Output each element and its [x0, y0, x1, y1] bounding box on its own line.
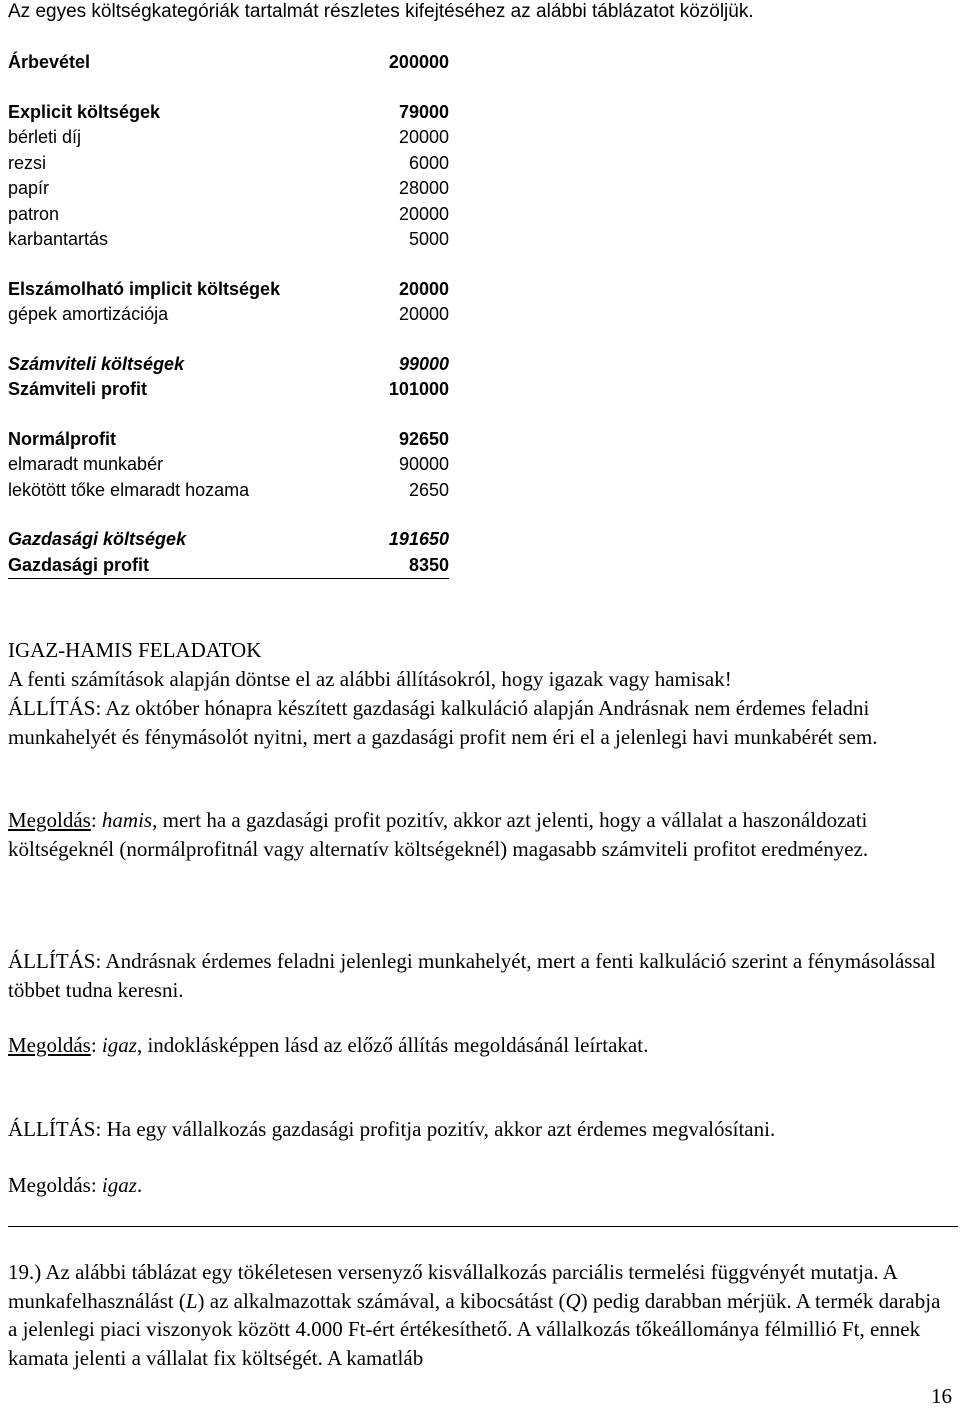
row-label: Elszámolható implicit költségek — [8, 278, 281, 299]
solution-label: Megoldás — [8, 1033, 91, 1057]
solution-answer: igaz — [101, 1033, 137, 1057]
table-row — [8, 227, 449, 253]
row-label: Árbevétel — [8, 52, 91, 72]
solution-3: Megoldás: igaz. — [8, 1173, 143, 1197]
table-row — [8, 452, 449, 478]
row-value: 5000 — [408, 229, 449, 249]
row-label: Számviteli profit — [8, 379, 148, 399]
table-row — [8, 151, 449, 177]
statement-label: ÁLLÍTÁS: — [8, 1117, 102, 1141]
statement-1 — [8, 694, 948, 751]
table-row — [8, 553, 449, 579]
problem-text-part: ) pedig darabban mérjük. A termék darabja a jelenlegi piaci viszonyok között 4.000 Ft-ért értékesíthető. A vállalkozás tőkeállománya félmillió Ft, ennek kamata jelenti a vállalat fix költségét. A kamatláb — [8, 1288, 941, 1370]
solution-explanation: . — [136, 1173, 143, 1197]
statement-text: Ha egy vállalkozás gazdasági profitja pozitív, akkor azt érdemes megvalósítani. — [101, 1117, 776, 1141]
labor-symbol: L — [185, 1288, 198, 1313]
output-symbol: Q — [565, 1288, 581, 1313]
row-value: 28000 — [398, 178, 449, 198]
section-divider — [8, 1226, 958, 1227]
row-value: 99000 — [398, 353, 449, 374]
problem-19-text — [8, 1258, 948, 1372]
page-number: 16 — [931, 1384, 952, 1408]
statement-text: Az október hónapra készített gazdasági kalkuláció alapján Andrásnak nem érdemes feladni munkahelyét és fénymásolót nyitni, mert a gazdasági profit nem éri el a jelenlegi havi munkabérét sem. — [8, 696, 878, 749]
row-label: Explicit költségek — [8, 101, 161, 122]
row-value: 200000 — [388, 52, 449, 72]
row-label: Számviteli költségek — [8, 353, 185, 374]
row-value: 79000 — [398, 101, 449, 122]
statement-3 — [8, 1115, 948, 1144]
row-value: 8350 — [369, 553, 449, 579]
row-value: 92650 — [398, 428, 449, 449]
row-label: Gazdasági költségek — [8, 529, 187, 549]
table-row — [8, 427, 449, 453]
tf-instruction: A fenti számítások alapján döntse el az alábbi állításokról, hogy igazak vagy hamisak! — [8, 667, 732, 691]
table-row — [8, 377, 449, 403]
table-row — [8, 302, 449, 328]
row-label: papír — [8, 178, 50, 198]
table-row — [8, 277, 449, 303]
table-row — [8, 527, 449, 553]
table-row — [8, 352, 449, 378]
row-label: patron — [8, 203, 60, 224]
table-row — [8, 100, 449, 126]
solution-explanation: , indoklásképpen lásd az előző állítás megoldásánál leírtakat. — [136, 1033, 649, 1057]
solution-explanation: , mert ha a gazdasági profit pozitív, akkor azt jelenti, hogy a vállalat a haszonáldozati költségeknél (normálprofitnál vagy alternatív költségeknél) magasabb számviteli profitot eredményez. — [8, 808, 869, 861]
row-label: elmaradt munkabér — [8, 454, 164, 474]
problem-text-part: 19.) Az alábbi táblázat egy tökéletesen versenyző kisvállalkozás parciális termelési függvényét mutatja. A munkafelhasználást ( — [8, 1260, 897, 1313]
solution-answer: igaz — [101, 1173, 137, 1197]
row-value: 90000 — [398, 454, 449, 474]
row-value: 20000 — [398, 278, 449, 299]
solution-label: Megoldás — [8, 808, 91, 832]
row-value: 2650 — [408, 479, 449, 500]
solution-label: Megoldás — [8, 1173, 91, 1197]
problem-text-part: ) az alkalmazottak számával, a kibocsátást ( — [197, 1288, 566, 1313]
row-value: 20000 — [398, 203, 449, 224]
row-value: 20000 — [398, 127, 449, 147]
intro-text: Az egyes költségkategóriák tartalmát részletes kifejtéséhez az alábbi táblázatot közöljük. — [8, 1, 754, 22]
tf-heading: IGAZ-HAMIS FELADATOK — [8, 638, 262, 662]
statement-label: ÁLLÍTÁS: — [8, 949, 102, 973]
solution-2: Megoldás: igaz, indoklásképpen lásd az előző állítás megoldásánál leírtakat. — [8, 1033, 649, 1057]
table-row — [8, 125, 449, 151]
row-value: 20000 — [398, 304, 449, 324]
row-label: Gazdasági profit — [8, 553, 369, 579]
statement-text: Andrásnak érdemes feladni jelenlegi munkahelyét, mert a fenti kalkuláció szerint a fénymásolással többet tudna keresni. — [8, 949, 936, 1002]
solution-answer: hamis — [101, 808, 153, 832]
table-row — [8, 50, 449, 76]
row-label: gépek amortizációja — [8, 304, 169, 324]
row-label: karbantartás — [8, 229, 109, 249]
row-label: lekötött tőke elmaradt hozama — [8, 479, 250, 500]
row-value: 191650 — [388, 529, 449, 549]
solution-1: Megoldás: hamis, mert ha a gazdasági profit pozitív, akkor azt jelenti, hogy a vállalat a haszonáldozati költségeknél (normálprofitnál vagy alternatív költségeknél) magasabb számviteli profitot eredményez. — [8, 808, 869, 861]
row-label: bérleti díj — [8, 127, 82, 147]
row-label: rezsi — [8, 152, 47, 173]
statement-label: ÁLLÍTÁS: — [8, 696, 102, 720]
cost-table — [8, 50, 449, 579]
row-value: 6000 — [408, 152, 449, 173]
row-value: 101000 — [388, 379, 449, 399]
table-row — [8, 478, 449, 504]
table-row — [8, 202, 449, 228]
row-label: Normálprofit — [8, 428, 116, 449]
statement-2 — [8, 947, 948, 1004]
table-row — [8, 176, 449, 202]
